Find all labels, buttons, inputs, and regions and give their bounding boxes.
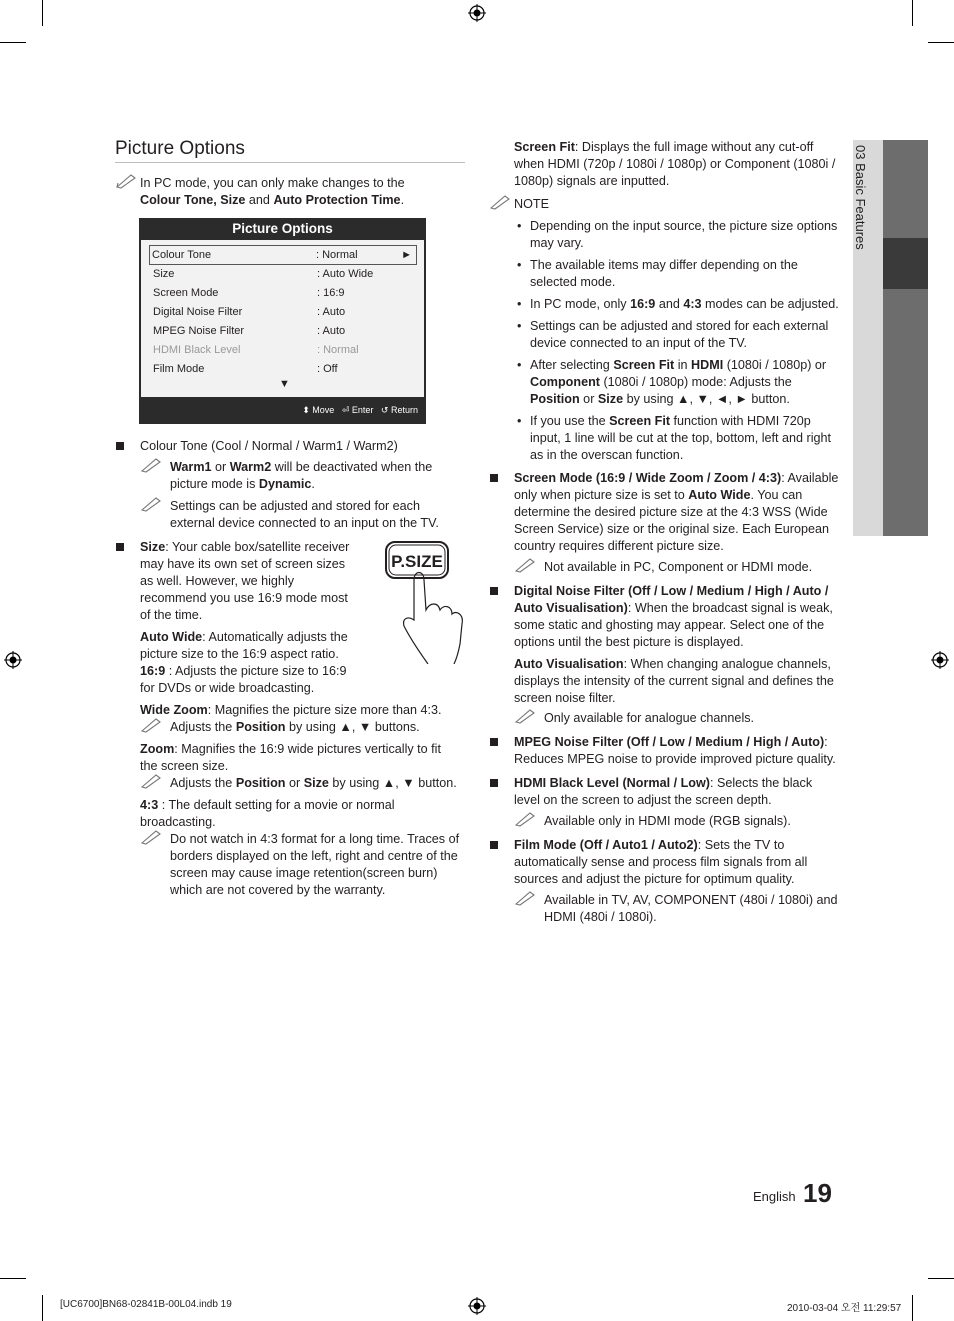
- osd-panel: [141, 240, 424, 397]
- print-timestamp: 2010-03-04 오전 11:29:57: [787, 1303, 902, 1314]
- down-arrow-icon: ▼: [279, 378, 290, 390]
- note-pencil-icon: [514, 811, 536, 827]
- right-arrow-icon: ►: [401, 249, 412, 261]
- osd-row-digital-noise-filter[interactable]: Digital Noise Filter : Auto: [153, 306, 346, 318]
- crop-mark: [928, 42, 954, 43]
- osd-title: Picture Options: [232, 221, 333, 236]
- section-title: Picture Options: [115, 138, 245, 159]
- list-item: • Settings can be adjusted and stored for each external device connected to an input of the TV.: [517, 319, 829, 350]
- osd-row-colour-tone[interactable]: Colour Tone : Normal ►: [149, 245, 417, 265]
- right-column: Screen Fit: Displays the full image without any cut-off when HDMI (720p / 1080i / 1080p) or Component (1080i / 1080p) signals are inputted. NOTE • Depending on the input source, the picture size options may vary. • The available items may differ depending on the selected mode. • In PC mode, only 16:9 and 4:3 modes can be adjusted. • Settings can be adjusted and stored for each external device connected to an input of the TV. • After selecting Screen Fit in HDMI (1080i / 1080p) or Component (1080i / 1080p) mode: Adjusts the Position or Size by using ▲, ▼, ◄, ► button. • If you use the Screen Fit function with HDMI 720p input, 1 line will be cut at the top, bottom, left and right as in the overscan function. Screen Mode (16:9 / Wide Zoom / Zoom / 4:3): Available only when picture size is set to Auto Wide. You can determine the desired picture size at the 4:3 WSS (Wide Screen Service) size or the original size. Each European country requires different picture size. Not available in PC, Component or HDMI mode. Digital Noise Filter (Off / Low / Medium / High / Auto / Auto Visualisation): When the broadcast signal is weak, some static and ghosting may appear. Select one of the options until the best picture is displayed. Auto Visualisation: When changing analogue channels, displays the intensity of the current signal and defines the screen noise filter. Only available for analogue channels. MPEG Noise Filter (Off / Low / Medium / High / Auto): Reduces MPEG noise to provide improved picture quality. HDMI Black Level (Normal / Low): Selects the black level on the screen to adjust the screen depth. Available only in HDMI mode (RGB signals). Film Mode (Off / Auto1 / Auto2): Sets the TV to automatically sense and process film signals from all sources and adjust the picture for optimum quality. Available in TV, AV, COMPONENT (480i / 1080i) and HDMI (480i / 1080i).: [489, 139, 839, 926]
- left-column: [115, 438, 460, 899]
- bullet-square-icon: [490, 587, 498, 595]
- film-mode-item: Film Mode (Off / Auto1 / Auto2): Sets the TV to automatically sense and process film signals from all sources and adjust the picture for optimum quality. Available in TV, AV, COMPONENT (480i / 1080i) and HDMI (480i / 1080i).: [489, 837, 839, 926]
- psize-label: P.SIZE: [391, 552, 443, 571]
- bullet-square-icon: [116, 442, 124, 450]
- screen-mode-item: Screen Mode (16:9 / Wide Zoom / Zoom / 4:3): Available only when picture size is set to Auto Wide. You can determine the desired picture size at the 4:3 WSS (Wide Screen Service) size or the original size. Each European country requires different picture size. Not available in PC, Component or HDMI mode.: [489, 470, 839, 576]
- registration-mark-icon: [468, 1297, 486, 1315]
- note-pencil-icon: [514, 557, 536, 573]
- title-underline: [115, 162, 465, 163]
- bullet-square-icon: [490, 738, 498, 746]
- note-block: NOTE: [489, 196, 839, 213]
- crop-mark: [912, 1295, 913, 1321]
- bullet-square-icon: [116, 543, 124, 551]
- crop-mark: [0, 42, 26, 43]
- note-pencil-icon: [514, 890, 536, 906]
- note-pencil-icon: [115, 173, 137, 189]
- crop-mark: [0, 1278, 26, 1279]
- crop-mark: [42, 1295, 43, 1321]
- picture-options-osd: [139, 218, 426, 424]
- note-pencil-icon: [514, 708, 536, 724]
- digital-noise-filter-item: Digital Noise Filter (Off / Low / Medium / High / Auto / Auto Visualisation): When the broadcast signal is weak, some static and ghosting may appear. Select one of the options until the best picture is displayed. Auto Visualisation: When changing analogue channels, displays the intensity of the current signal and defines the screen noise filter. Only available for analogue channels.: [489, 583, 839, 727]
- crop-mark: [928, 1278, 954, 1279]
- enter-icon: ⏎: [341, 405, 350, 415]
- list-item: • After selecting Screen Fit in HDMI (1080i / 1080p) or Component (1080i / 1080p) mode: Adjusts the Position or Size by using ▲, ▼, ◄, ► button.: [517, 358, 827, 406]
- note-pencil-icon: [140, 496, 162, 512]
- note-pencil-icon: [140, 773, 162, 789]
- note-pencil-icon: [140, 717, 162, 733]
- osd-row-mpeg-noise-filter[interactable]: MPEG Noise Filter : Auto: [153, 325, 346, 337]
- size-item: Size: Your cable box/satellite receiver may have its own set of screen sizes as well. However, we highly recommend you use 16:9 mode most of the time. Auto Wide: Automatically adjusts the picture size to the 16:9 aspect ratio. 16:9 : Adjusts the picture size to 16:9 for DVDs or wide broadcasting. Wide Zoom: Magnifies the picture size more than 4:3. Adjusts the Position by using ▲, ▼ buttons. Zoom: Magnifies the 16:9 wide pictures vertically to fit the screen size. Adjusts the Position or Size by using ▲, ▼ button. 4:3 : The default setting for a movie or normal broadcasting. Do not watch in 4:3 format for a long time. Traces of borders displayed on the left, right and centre of the screen may cause image retention(screen burn) which are not covered by the warranty.: [115, 539, 460, 899]
- page-language: English: [753, 1189, 796, 1204]
- intro-note: In PC mode, you can only make changes to the Colour Tone, Size and Auto Protection Time.: [115, 175, 460, 209]
- osd-footer: ⬍ Move ⏎ Enter ↺ Return: [302, 405, 418, 415]
- osd-row-screen-mode[interactable]: Screen Mode : 16:9: [153, 287, 345, 299]
- hdmi-black-level-item: HDMI Black Level (Normal / Low): Selects the black level on the screen to adjust the screen depth. Available only in HDMI mode (RGB signals).: [489, 775, 839, 830]
- bullet-square-icon: [490, 779, 498, 787]
- page-number: 19: [803, 1178, 832, 1208]
- list-item: • In PC mode, only 16:9 and 4:3 modes can be adjusted.: [517, 297, 839, 311]
- list-item: • If you use the Screen Fit function with HDMI 720p input, 1 line will be cut at the top, bottom, left and right as in the overscan function.: [517, 414, 832, 462]
- colour-tone-item: Colour Tone (Cool / Normal / Warm1 / Warm2) Warm1 or Warm2 will be deactivated when the picture mode is Dynamic. Settings can be adjusted and stored for each external device connected to an input on the TV.: [115, 438, 460, 532]
- note-list: [489, 218, 839, 464]
- bullet-square-icon: [490, 474, 498, 482]
- print-file-info: [UC6700]BN68-02841B-00L04.indb 19: [60, 1299, 232, 1310]
- osd-row-hdmi-black-level: HDMI Black Level : Normal: [153, 344, 359, 356]
- bullet-square-icon: [490, 841, 498, 849]
- registration-mark-icon: [4, 651, 22, 669]
- registration-mark-icon: [468, 4, 486, 22]
- return-icon: ↺: [380, 405, 389, 415]
- chapter-tab-marker: [883, 238, 928, 289]
- note-pencil-icon: [140, 457, 162, 473]
- osd-row-film-mode[interactable]: Film Mode : Off: [153, 363, 338, 375]
- list-item: • The available items may differ depending on the selected mode.: [517, 258, 798, 289]
- note-pencil-icon: [489, 194, 511, 210]
- osd-row-size[interactable]: Size : Auto Wide: [153, 268, 374, 280]
- note-pencil-icon: [140, 829, 162, 845]
- crop-mark: [912, 0, 913, 26]
- registration-mark-icon: [931, 651, 949, 669]
- mpeg-noise-filter-item: MPEG Noise Filter (Off / Low / Medium / High / Auto): Reduces MPEG noise to provide improved picture quality.: [489, 734, 839, 768]
- chapter-tab-label: 03 Basic Features: [853, 145, 868, 250]
- chapter-tab-strip: [883, 140, 928, 536]
- list-item: • Depending on the input source, the picture size options may vary.: [517, 219, 838, 250]
- crop-mark: [42, 0, 43, 26]
- move-icon: ⬍: [302, 405, 310, 415]
